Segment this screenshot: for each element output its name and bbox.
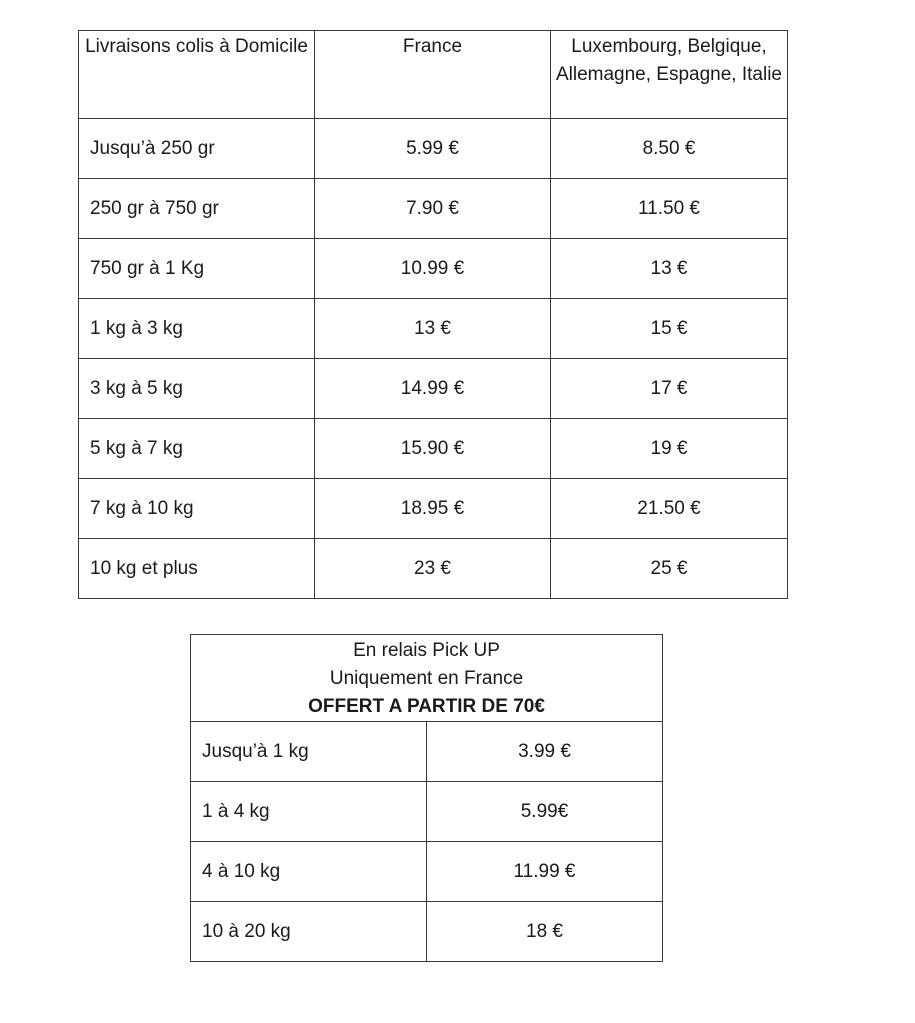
france-price-cell: 13 € (315, 299, 551, 359)
relay-title: En relais Pick UP (353, 640, 500, 661)
relay-price-cell: 18 € (427, 902, 663, 962)
free-shipping-notice: OFFERT A PARTIR DE 70€ (308, 696, 545, 717)
europe-price-cell: 21.50 € (551, 479, 788, 539)
table-row (191, 722, 663, 782)
france-price-cell: 14.99 € (315, 359, 551, 419)
france-price-cell: 18.95 € (315, 479, 551, 539)
header-europe: Luxembourg, Belgique, Allemagne, Espagne, Italie (551, 31, 788, 119)
table-row (79, 299, 788, 359)
europe-price-cell: 17 € (551, 359, 788, 419)
relay-delivery-table (190, 634, 663, 962)
table-row (79, 419, 788, 479)
relay-delivery-header-row (191, 635, 663, 722)
europe-price-cell: 15 € (551, 299, 788, 359)
weight-cell: 3 kg à 5 kg (79, 359, 315, 419)
weight-cell: 5 kg à 7 kg (79, 419, 315, 479)
weight-cell: Jusqu’à 1 kg (191, 722, 427, 782)
relay-price-cell: 11.99 € (427, 842, 663, 902)
table-row (191, 842, 663, 902)
table-row (79, 539, 788, 599)
weight-cell: 750 gr à 1 Kg (79, 239, 315, 299)
europe-price-cell: 11.50 € (551, 179, 788, 239)
europe-price-cell: 13 € (551, 239, 788, 299)
table-row (79, 359, 788, 419)
relay-price-cell: 5.99€ (427, 782, 663, 842)
weight-cell: 250 gr à 750 gr (79, 179, 315, 239)
table-row (191, 902, 663, 962)
home-delivery-table (78, 30, 788, 599)
table-row (79, 119, 788, 179)
europe-price-cell: 25 € (551, 539, 788, 599)
europe-price-cell: 19 € (551, 419, 788, 479)
table-row (191, 782, 663, 842)
europe-price-cell: 8.50 € (551, 119, 788, 179)
relay-scope: Uniquement en France (329, 668, 524, 689)
table-row (79, 239, 788, 299)
france-price-cell: 23 € (315, 539, 551, 599)
weight-cell: Jusqu’à 250 gr (79, 119, 315, 179)
weight-cell: 1 kg à 3 kg (79, 299, 315, 359)
france-price-cell: 7.90 € (315, 179, 551, 239)
relay-header-cell (191, 635, 663, 722)
relay-price-cell: 3.99 € (427, 722, 663, 782)
france-price-cell: 10.99 € (315, 239, 551, 299)
france-price-cell: 5.99 € (315, 119, 551, 179)
table-row (79, 179, 788, 239)
home-delivery-header-row (79, 31, 788, 119)
weight-cell: 7 kg à 10 kg (79, 479, 315, 539)
header-delivery-type: Livraisons colis à Domicile (79, 31, 315, 119)
weight-cell: 1 à 4 kg (191, 782, 427, 842)
france-price-cell: 15.90 € (315, 419, 551, 479)
weight-cell: 10 à 20 kg (191, 902, 427, 962)
header-france: France (315, 31, 551, 119)
weight-cell: 10 kg et plus (79, 539, 315, 599)
table-row (79, 479, 788, 539)
weight-cell: 4 à 10 kg (191, 842, 427, 902)
